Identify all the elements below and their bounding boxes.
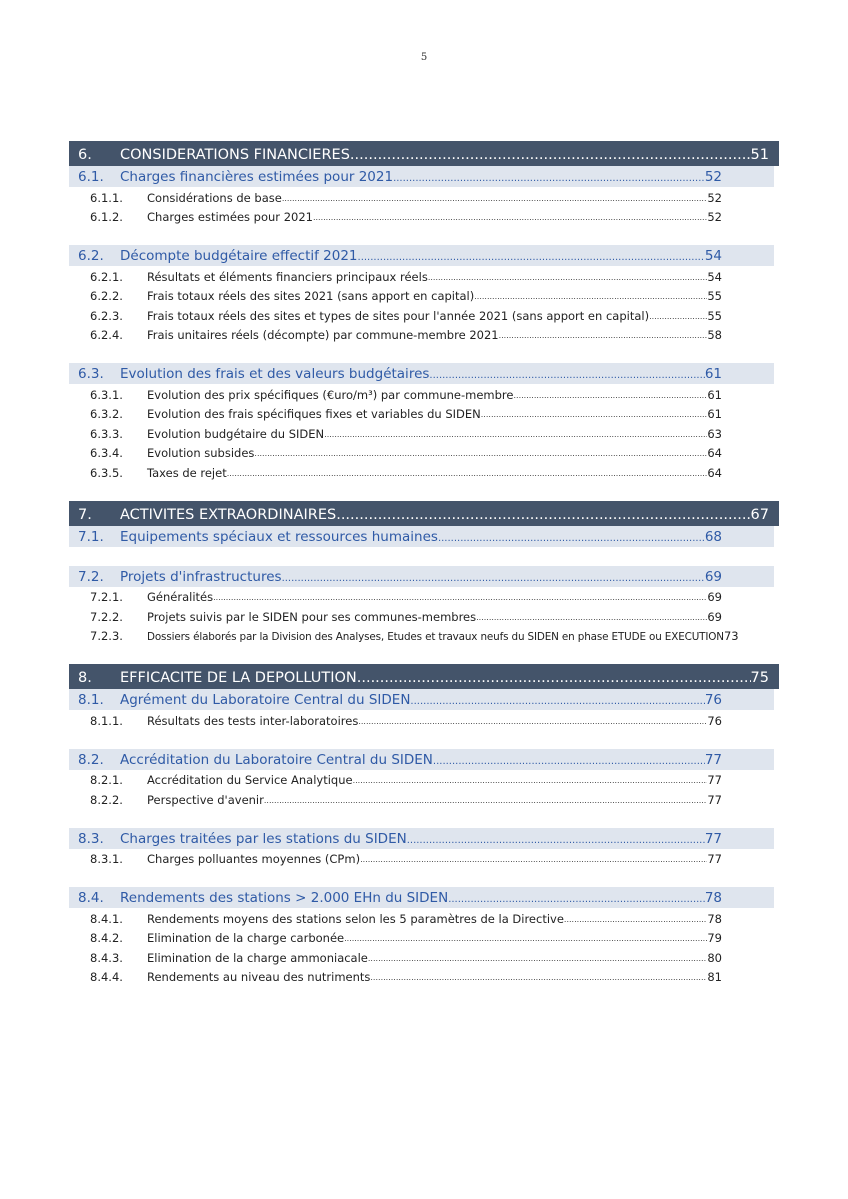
entry-title: Considérations de base (147, 190, 282, 205)
entry-page: 58 (707, 328, 722, 342)
entry-number: 7.2.3. (90, 629, 123, 643)
entry-number: 8.4. (78, 890, 104, 906)
leader-dots (357, 670, 751, 686)
entry-page: 52 (704, 169, 722, 185)
spacer (69, 645, 779, 664)
leader-dots (433, 756, 705, 767)
entry-page: 77 (707, 852, 722, 866)
leader-dots (254, 449, 707, 458)
entry-number: 6.3.4. (90, 446, 123, 460)
toc-item-7-2-3[interactable] (69, 626, 779, 646)
entry-number: 8.3. (78, 830, 104, 847)
entry-page: 51 (750, 147, 769, 163)
entry-title: EFFICACITE DE LA DEPOLLUTION (120, 670, 357, 686)
entry-number: 7.1. (78, 528, 104, 545)
toc-section-8-2[interactable] (69, 749, 774, 770)
page-number: 5 (420, 52, 428, 63)
entry-number: 8.4.3. (90, 950, 123, 965)
entry-title: Accréditation du Service Analytique (147, 773, 353, 787)
entry-title: Equipements spéciaux et ressources humaines (120, 528, 438, 545)
entry-title: Evolution des prix spécifiques (€uro/m³) par commune-membre (147, 387, 514, 402)
entry-page: 61 (707, 407, 722, 421)
entry-page: 77 (704, 830, 722, 847)
toc-section-7-1[interactable] (69, 526, 774, 547)
entry-number: 6.1. (78, 169, 104, 185)
entry-page: 73 (723, 629, 739, 643)
leader-dots (428, 273, 708, 282)
toc-chapter-7[interactable] (69, 501, 779, 526)
entry-number: 6.3.3. (90, 426, 123, 441)
toc-item-6-3-3[interactable] (69, 423, 779, 443)
leader-dots (564, 915, 707, 924)
toc-item-6-3-5[interactable] (69, 462, 779, 482)
toc-item-6-1-2[interactable] (69, 207, 779, 227)
toc-section-7-2[interactable] (69, 566, 774, 587)
entry-page: 76 (704, 692, 722, 708)
entry-page: 55 (707, 308, 722, 323)
leader-dots (499, 331, 708, 340)
leader-dots (481, 410, 708, 419)
entry-title: Rendements des stations > 2.000 EHn du SIDEN (120, 890, 449, 906)
entry-page: 63 (707, 426, 722, 441)
toc-chapter-6[interactable] (69, 141, 779, 166)
entry-title: CONSIDERATIONS FINANCIERES (120, 147, 350, 163)
entry-page: 55 (707, 289, 722, 303)
toc-item-6-2-1[interactable] (69, 266, 779, 286)
entry-title: Projets suivis par le SIDEN pour ses communes-membres (147, 609, 477, 624)
entry-number: 6. (78, 147, 92, 163)
entry-number: 8.2.1. (90, 773, 123, 787)
entry-number: 6.3.1. (90, 387, 123, 402)
entry-title: Evolution subsides (147, 446, 255, 460)
entry-title: Charges financières estimées pour 2021 (120, 169, 394, 185)
leader-dots (649, 312, 707, 321)
toc-item-6-2-4[interactable] (69, 325, 779, 345)
leader-dots (358, 252, 705, 263)
leader-dots (213, 593, 707, 602)
entry-page: 61 (707, 387, 722, 402)
entry-title: Projets d'infrastructures (120, 568, 282, 585)
entry-number: 6.2.1. (90, 269, 123, 284)
entry-title: Taxes de rejet (147, 465, 227, 480)
entry-number: 6.2.4. (90, 328, 123, 342)
entry-number: 8.1. (78, 692, 104, 708)
entry-page: 76 (707, 713, 722, 728)
entry-title: Rendements moyens des stations selon les 5 paramètres de la Directive (147, 911, 564, 926)
spacer (69, 547, 779, 566)
entry-title: Elimination de la charge carbonée (147, 931, 345, 945)
entry-number: 7.2. (78, 568, 104, 585)
toc-item-8-4-4[interactable] (69, 967, 779, 987)
entry-page: 64 (707, 446, 722, 460)
toc-section-6-3[interactable] (69, 363, 774, 384)
entry-title: Charges polluantes moyennes (CPm) (147, 852, 361, 866)
toc-chapter-8[interactable] (69, 664, 779, 689)
toc-section-8-3[interactable] (69, 828, 774, 849)
toc-item-6-1-1[interactable] (69, 187, 779, 207)
entry-title: Résultats et éléments financiers principaux réels (147, 269, 428, 284)
entry-number: 7.2.2. (90, 609, 123, 624)
leader-dots (282, 573, 705, 584)
entry-page: 79 (707, 931, 722, 945)
toc-item-6-2-3[interactable] (69, 305, 779, 325)
toc-item-8-4-2[interactable] (69, 928, 779, 948)
toc-item-7-2-2[interactable] (69, 606, 779, 626)
table-of-contents (69, 141, 779, 986)
entry-title: Evolution budgétaire du SIDEN (147, 426, 325, 441)
entry-page: 77 (707, 773, 722, 787)
entry-number: 7. (78, 506, 92, 523)
leader-dots (350, 147, 751, 163)
toc-item-8-2-1[interactable] (69, 770, 779, 790)
entry-number: 6.3.5. (90, 465, 123, 480)
entry-page: 69 (707, 609, 722, 624)
entry-title: Frais totaux réels des sites et types de sites pour l'année 2021 (sans apport en capital) (147, 308, 650, 323)
entry-title: Décompte budgétaire effectif 2021 (120, 248, 358, 264)
leader-dots (429, 370, 704, 381)
toc-section-8-4[interactable] (69, 887, 774, 908)
entry-page: 81 (707, 970, 722, 984)
entry-title: Charges estimées pour 2021 (147, 210, 313, 224)
leader-dots (393, 173, 705, 184)
entry-number: 8.4.4. (90, 970, 123, 984)
entry-title: Perspective d'avenir (147, 792, 264, 807)
toc-item-8-4-3[interactable] (69, 947, 779, 967)
leader-dots (353, 776, 708, 785)
entry-number: 8.4.2. (90, 931, 123, 945)
entry-number: 8.3.1. (90, 852, 123, 866)
entry-number: 6.3. (78, 366, 104, 382)
entry-title: Généralités (147, 590, 214, 604)
leader-dots (438, 533, 705, 544)
toc-item-8-2-2[interactable] (69, 789, 779, 809)
entry-page: 54 (707, 269, 722, 284)
entry-number: 6.2.2. (90, 289, 123, 303)
toc-section-8-1[interactable] (69, 689, 774, 710)
leader-dots (264, 796, 708, 805)
spacer (69, 482, 779, 501)
spacer (69, 730, 779, 749)
entry-number: 6.2. (78, 248, 104, 264)
entry-page: 78 (707, 911, 722, 926)
entry-page: 52 (707, 210, 722, 224)
entry-title: Elimination de la charge ammoniacale (147, 950, 368, 965)
spacer (69, 344, 779, 363)
leader-dots (513, 391, 707, 400)
toc-item-7-2-1[interactable] (69, 587, 779, 607)
toc-item-6-3-2[interactable] (69, 404, 779, 424)
leader-dots (313, 213, 707, 222)
toc-item-8-1-1[interactable] (69, 710, 779, 730)
entry-page: 69 (704, 568, 722, 585)
entry-title: Charges traitées par les stations du SIDEN (120, 830, 407, 847)
entry-page: 64 (707, 465, 722, 480)
entry-title: Evolution des frais et des valeurs budgétaires (120, 366, 430, 382)
entry-page: 69 (707, 590, 722, 604)
entry-number: 8.2. (78, 751, 104, 768)
entry-number: 8.4.1. (90, 911, 123, 926)
entry-title: Frais unitaires réels (décompte) par commune-membre 2021 (147, 328, 499, 342)
entry-number: 6.1.1. (90, 190, 123, 205)
entry-page: 77 (707, 792, 722, 807)
entry-number: 6.2.3. (90, 308, 123, 323)
toc-section-6-1[interactable] (69, 166, 774, 187)
entry-number: 8.1.1. (90, 713, 123, 728)
entry-title: ACTIVITES EXTRAORDINAIRES (120, 506, 337, 523)
entry-title: Agrément du Laboratoire Central du SIDEN (120, 692, 411, 708)
toc-section-6-2[interactable] (69, 245, 774, 266)
entry-number: 8.2.2. (90, 792, 123, 807)
leader-dots (410, 696, 704, 707)
leader-dots (368, 954, 707, 963)
leader-dots (360, 855, 707, 864)
entry-number: 6.1.2. (90, 210, 123, 224)
leader-dots (407, 835, 705, 846)
entry-page: 67 (750, 506, 769, 523)
leader-dots (336, 507, 750, 523)
leader-dots (324, 430, 707, 439)
toc-item-8-4-1[interactable] (69, 908, 779, 928)
spacer (69, 809, 779, 828)
spacer (69, 226, 779, 245)
leader-dots (370, 973, 707, 982)
entry-title: Evolution des frais spécifiques fixes et variables du SIDEN (147, 407, 481, 421)
toc-item-6-2-2[interactable] (69, 286, 779, 306)
entry-number: 7.2.1. (90, 590, 123, 604)
entry-title: Rendements au niveau des nutriments (147, 970, 371, 984)
entry-page: 54 (704, 248, 722, 264)
entry-page: 52 (707, 190, 722, 205)
toc-item-6-3-4[interactable] (69, 443, 779, 463)
toc-item-6-3-1[interactable] (69, 384, 779, 404)
entry-title: Résultats des tests inter-laboratoires (147, 713, 359, 728)
toc-item-8-3-1[interactable] (69, 849, 779, 869)
leader-dots (448, 894, 705, 905)
entry-number: 8. (78, 670, 92, 686)
entry-title: Dossiers élaborés par la Division des Analyses, Etudes et travaux neufs du SIDEN en phase ETUDE ou EXECUTION (147, 631, 724, 643)
leader-dots (227, 469, 708, 478)
entry-number: 6.3.2. (90, 407, 123, 421)
entry-page: 68 (704, 528, 722, 545)
entry-title: Frais totaux réels des sites 2021 (sans apport en capital) (147, 289, 475, 303)
leader-dots (474, 292, 707, 301)
leader-dots (282, 194, 708, 203)
entry-page: 78 (704, 890, 722, 906)
leader-dots (358, 717, 707, 726)
entry-page: 75 (750, 670, 769, 686)
leader-dots (344, 934, 707, 943)
entry-title: Accréditation du Laboratoire Central du SIDEN (120, 751, 433, 768)
leader-dots (476, 613, 707, 622)
entry-page: 80 (707, 950, 722, 965)
entry-page: 61 (704, 366, 722, 382)
entry-page: 77 (704, 751, 722, 768)
spacer (69, 868, 779, 887)
